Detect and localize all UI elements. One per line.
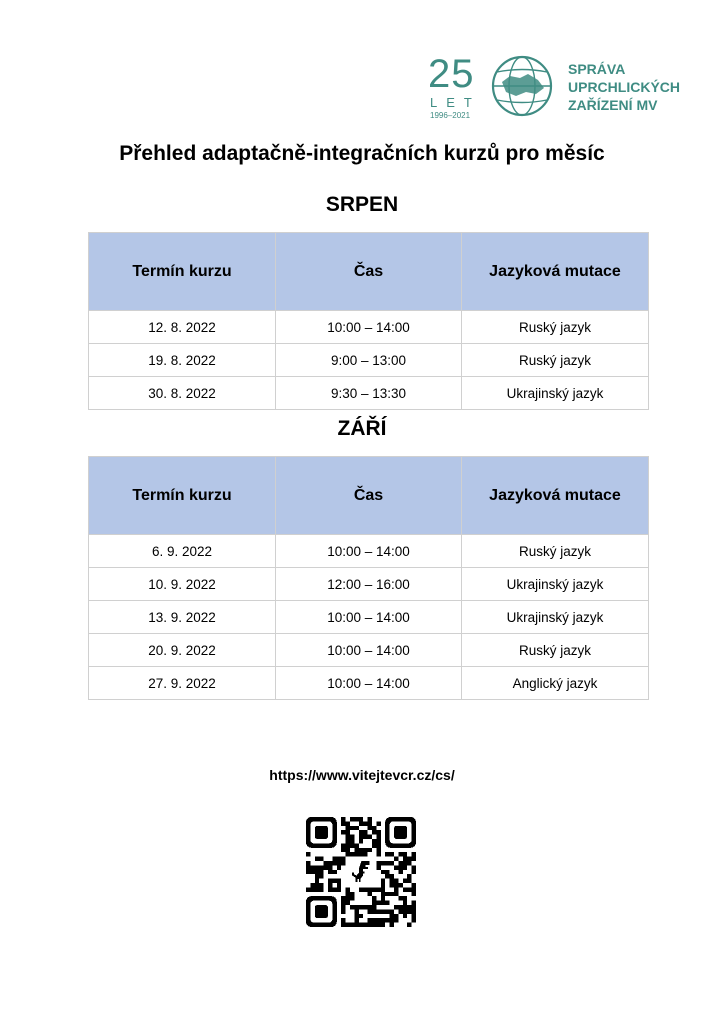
cell-time: 9:30 – 13:30 <box>276 377 462 410</box>
qr-module <box>372 839 376 843</box>
cell-language: Ruský jazyk <box>462 311 649 344</box>
cell-date: 13. 9. 2022 <box>89 601 276 634</box>
qr-module <box>394 857 398 861</box>
qr-module <box>319 857 323 861</box>
qr-module <box>403 901 407 905</box>
qr-module <box>359 887 363 891</box>
qr-module <box>381 861 385 865</box>
qr-module <box>398 896 402 900</box>
qr-module <box>403 896 407 900</box>
qr-module <box>385 861 389 865</box>
qr-module <box>315 874 319 878</box>
month-heading-zari: ZÁŘÍ <box>337 417 387 440</box>
qr-module <box>350 817 354 821</box>
qr-module <box>403 865 407 869</box>
qr-module <box>328 870 332 874</box>
qr-module <box>315 865 319 869</box>
qr-module <box>381 887 385 891</box>
qr-module <box>346 843 350 847</box>
qr-module <box>385 874 389 878</box>
cell-language: Ukrajinský jazyk <box>462 568 649 601</box>
qr-module <box>341 817 345 821</box>
qr-module <box>350 896 354 900</box>
qr-module <box>403 905 407 909</box>
cell-language: Ukrajinský jazyk <box>462 377 649 410</box>
qr-module <box>359 852 363 856</box>
qr-module <box>403 852 407 856</box>
qr-module <box>310 887 314 891</box>
qr-module <box>398 905 402 909</box>
qr-module <box>398 883 402 887</box>
qr-module <box>390 861 394 865</box>
qr-module <box>363 887 367 891</box>
qr-module <box>359 817 363 821</box>
qr-module <box>368 835 372 839</box>
qr-module <box>407 905 411 909</box>
qr-module <box>407 879 411 883</box>
qr-module <box>394 883 398 887</box>
qr-module <box>376 887 380 891</box>
qr-module <box>341 901 345 905</box>
qr-module <box>376 923 380 927</box>
qr-module <box>341 857 345 861</box>
cell-time: 10:00 – 14:00 <box>276 311 462 344</box>
table-row <box>89 535 649 568</box>
qr-module <box>337 865 341 869</box>
qr-module <box>328 865 332 869</box>
qr-module <box>398 865 402 869</box>
cell-date: 20. 9. 2022 <box>89 634 276 667</box>
qr-module <box>403 857 407 861</box>
qr-module <box>350 826 354 830</box>
qr-module <box>363 830 367 834</box>
qr-module <box>390 918 394 922</box>
qr-module <box>412 865 416 869</box>
qr-module <box>376 843 380 847</box>
cell-language: Ukrajinský jazyk <box>462 601 649 634</box>
cell-language: Ruský jazyk <box>462 634 649 667</box>
qr-module <box>381 909 385 913</box>
table-header-row <box>89 233 649 311</box>
table-row <box>89 568 649 601</box>
qr-module <box>407 857 411 861</box>
qr-module <box>376 865 380 869</box>
qr-module <box>372 826 376 830</box>
qr-module <box>341 905 345 909</box>
globe-icon <box>490 54 554 118</box>
qr-module <box>381 918 385 922</box>
table-row <box>89 344 649 377</box>
qr-module <box>346 835 350 839</box>
logo-years: 1996–2021 <box>430 111 471 120</box>
cell-date: 27. 9. 2022 <box>89 667 276 700</box>
header-time: Čas <box>276 233 462 311</box>
qr-module <box>350 835 354 839</box>
qr-module <box>341 896 345 900</box>
qr-module <box>412 870 416 874</box>
qr-module <box>372 843 376 847</box>
qr-module <box>368 848 372 852</box>
qr-module <box>306 861 310 865</box>
qr-module <box>390 923 394 927</box>
cell-time: 10:00 – 14:00 <box>276 667 462 700</box>
qr-module <box>376 861 380 865</box>
logo-line: UPRCHLICKÝCH <box>568 79 680 95</box>
qr-module <box>372 923 376 927</box>
header-time: Čas <box>276 457 462 535</box>
qr-module <box>306 887 310 891</box>
cell-time: 10:00 – 14:00 <box>276 634 462 667</box>
cell-language: Ruský jazyk <box>462 535 649 568</box>
qr-module <box>412 914 416 918</box>
qr-module <box>310 883 314 887</box>
qr-module <box>372 909 376 913</box>
qr-module <box>354 817 358 821</box>
cell-date: 19. 8. 2022 <box>89 344 276 377</box>
qr-module <box>359 839 363 843</box>
qr-module <box>332 879 336 883</box>
qr-module <box>350 892 354 896</box>
course-table-zari <box>88 456 649 700</box>
qr-module <box>412 909 416 913</box>
qr-module <box>346 887 350 891</box>
logo-anniversary-number: 25 <box>428 52 475 96</box>
qr-module <box>363 905 367 909</box>
qr-module <box>398 870 402 874</box>
qr-module <box>359 830 363 834</box>
qr-module <box>354 918 358 922</box>
cell-time: 9:00 – 13:00 <box>276 344 462 377</box>
table-row <box>89 667 649 700</box>
qr-module <box>403 887 407 891</box>
qr-module <box>310 870 314 874</box>
cell-time: 10:00 – 14:00 <box>276 535 462 568</box>
qr-module <box>337 883 341 887</box>
header-date: Termín kurzu <box>89 233 276 311</box>
qr-module <box>354 923 358 927</box>
qr-module <box>412 892 416 896</box>
qr-module <box>337 879 341 883</box>
qr-module <box>341 923 345 927</box>
qr-module <box>337 857 341 861</box>
qr-module <box>315 887 319 891</box>
qr-module <box>390 852 394 856</box>
qr-module <box>306 870 310 874</box>
header-language: Jazyková mutace <box>462 457 649 535</box>
qr-code <box>306 817 416 927</box>
qr-module <box>390 883 394 887</box>
qr-module <box>319 887 323 891</box>
qr-module <box>359 848 363 852</box>
table-row <box>89 601 649 634</box>
qr-module <box>398 852 402 856</box>
qr-module <box>341 861 345 865</box>
qr-module <box>385 870 389 874</box>
qr-module <box>381 879 385 883</box>
qr-module <box>332 861 336 865</box>
qr-module <box>346 923 350 927</box>
qr-module <box>346 826 350 830</box>
qr-module <box>363 821 367 825</box>
qr-module <box>341 830 345 834</box>
qr-module <box>372 896 376 900</box>
cell-language: Ruský jazyk <box>462 344 649 377</box>
qr-module <box>346 830 350 834</box>
qr-module <box>319 870 323 874</box>
qr-module <box>394 914 398 918</box>
qr-module <box>390 914 394 918</box>
qr-module <box>341 848 345 852</box>
qr-module <box>394 905 398 909</box>
qr-module <box>398 909 402 913</box>
qr-module <box>368 892 372 896</box>
qr-module <box>337 887 341 891</box>
table-row <box>89 377 649 410</box>
qr-module <box>363 852 367 856</box>
qr-module <box>412 857 416 861</box>
qr-module <box>319 874 323 878</box>
qr-module <box>403 861 407 865</box>
qr-module <box>376 901 380 905</box>
course-table-srpen <box>88 232 649 410</box>
qr-module <box>390 874 394 878</box>
qr-module <box>407 923 411 927</box>
qr-module <box>381 901 385 905</box>
qr-module <box>368 887 372 891</box>
qr-module <box>372 830 376 834</box>
qr-module <box>346 848 350 852</box>
qr-module <box>403 914 407 918</box>
qr-module <box>328 883 332 887</box>
qr-module <box>372 901 376 905</box>
qr-module <box>346 821 350 825</box>
qr-module <box>390 909 394 913</box>
qr-module <box>385 901 389 905</box>
table-row <box>89 311 649 344</box>
qr-module <box>385 892 389 896</box>
table-row <box>89 634 649 667</box>
qr-module <box>350 839 354 843</box>
qr-module <box>341 843 345 847</box>
qr-module <box>376 918 380 922</box>
qr-module <box>376 848 380 852</box>
qr-module <box>359 923 363 927</box>
cell-date: 10. 9. 2022 <box>89 568 276 601</box>
qr-module <box>394 879 398 883</box>
qr-module <box>368 918 372 922</box>
qr-module <box>376 852 380 856</box>
qr-module <box>350 843 354 847</box>
qr-module <box>306 852 310 856</box>
qr-module <box>315 883 319 887</box>
qr-module <box>412 918 416 922</box>
qr-module <box>368 923 372 927</box>
qr-module <box>346 839 350 843</box>
cell-time: 10:00 – 14:00 <box>276 601 462 634</box>
qr-module <box>324 861 328 865</box>
qr-module <box>310 865 314 869</box>
cell-date: 30. 8. 2022 <box>89 377 276 410</box>
dinosaur-icon <box>348 859 374 885</box>
qr-module <box>341 821 345 825</box>
website-url-link[interactable]: https://www.vitejtevcr.cz/cs/ <box>269 767 455 783</box>
qr-module <box>407 887 411 891</box>
qr-module <box>376 821 380 825</box>
header-date: Termín kurzu <box>89 457 276 535</box>
qr-module <box>315 879 319 883</box>
qr-module <box>332 870 336 874</box>
qr-module <box>412 887 416 891</box>
qr-module <box>368 905 372 909</box>
qr-module <box>350 905 354 909</box>
qr-module <box>385 852 389 856</box>
qr-module <box>337 861 341 865</box>
qr-module <box>350 923 354 927</box>
qr-module <box>368 821 372 825</box>
qr-module <box>394 918 398 922</box>
qr-module <box>376 839 380 843</box>
qr-module <box>390 892 394 896</box>
month-heading-srpen: SRPEN <box>325 193 399 216</box>
qr-module <box>359 914 363 918</box>
qr-module <box>394 865 398 869</box>
logo-let-label: LET <box>430 95 481 110</box>
table-header-row <box>89 457 649 535</box>
cell-date: 12. 8. 2022 <box>89 311 276 344</box>
qr-module <box>372 887 376 891</box>
qr-module <box>346 901 350 905</box>
qr-module <box>407 909 411 913</box>
qr-module <box>403 879 407 883</box>
qr-module <box>368 909 372 913</box>
qr-module <box>328 879 332 883</box>
qr-module <box>403 909 407 913</box>
qr-module <box>372 905 376 909</box>
qr-module <box>341 909 345 913</box>
qr-module <box>346 892 350 896</box>
qr-module <box>394 887 398 891</box>
qr-module <box>328 861 332 865</box>
qr-module <box>407 874 411 878</box>
qr-module <box>368 817 372 821</box>
qr-module <box>332 857 336 861</box>
qr-module <box>354 852 358 856</box>
qr-module <box>376 909 380 913</box>
qr-module <box>346 896 350 900</box>
qr-module <box>381 896 385 900</box>
qr-module <box>354 848 358 852</box>
qr-module <box>412 852 416 856</box>
qr-module <box>368 826 372 830</box>
qr-module <box>319 865 323 869</box>
qr-module <box>359 905 363 909</box>
qr-module <box>315 870 319 874</box>
qr-module <box>350 852 354 856</box>
qr-module <box>332 887 336 891</box>
qr-module <box>381 883 385 887</box>
qr-module <box>346 852 350 856</box>
qr-module <box>306 865 310 869</box>
qr-module <box>354 909 358 913</box>
qr-module <box>407 861 411 865</box>
qr-module <box>385 909 389 913</box>
qr-module <box>394 892 398 896</box>
qr-module <box>354 905 358 909</box>
logo-agency-name <box>568 60 680 114</box>
logo-line: SPRÁVA <box>568 61 626 77</box>
logo <box>428 52 696 124</box>
qr-module <box>319 883 323 887</box>
qr-module <box>359 835 363 839</box>
cell-date: 6. 9. 2022 <box>89 535 276 568</box>
qr-module <box>354 843 358 847</box>
qr-module <box>372 918 376 922</box>
logo-line: ZAŘÍZENÍ MV <box>568 97 658 113</box>
header-language: Jazyková mutace <box>462 233 649 311</box>
qr-module <box>359 821 363 825</box>
cell-language: Anglický jazyk <box>462 667 649 700</box>
qr-module <box>381 870 385 874</box>
qr-module <box>381 923 385 927</box>
qr-module <box>398 861 402 865</box>
qr-module <box>328 887 332 891</box>
qr-module <box>412 905 416 909</box>
qr-module <box>341 918 345 922</box>
qr-module <box>363 835 367 839</box>
page-title: Přehled adaptačně-integračních kurzů pro měsíc <box>119 142 605 165</box>
cell-time: 12:00 – 16:00 <box>276 568 462 601</box>
qr-module <box>376 830 380 834</box>
qr-module <box>385 918 389 922</box>
qr-module <box>354 914 358 918</box>
qr-module <box>376 835 380 839</box>
qr-module <box>363 848 367 852</box>
qr-module <box>324 865 328 869</box>
qr-module <box>381 892 385 896</box>
qr-module <box>390 879 394 883</box>
qr-module <box>412 883 416 887</box>
qr-module <box>412 901 416 905</box>
qr-module <box>363 923 367 927</box>
qr-module <box>315 857 319 861</box>
qr-module <box>354 826 358 830</box>
